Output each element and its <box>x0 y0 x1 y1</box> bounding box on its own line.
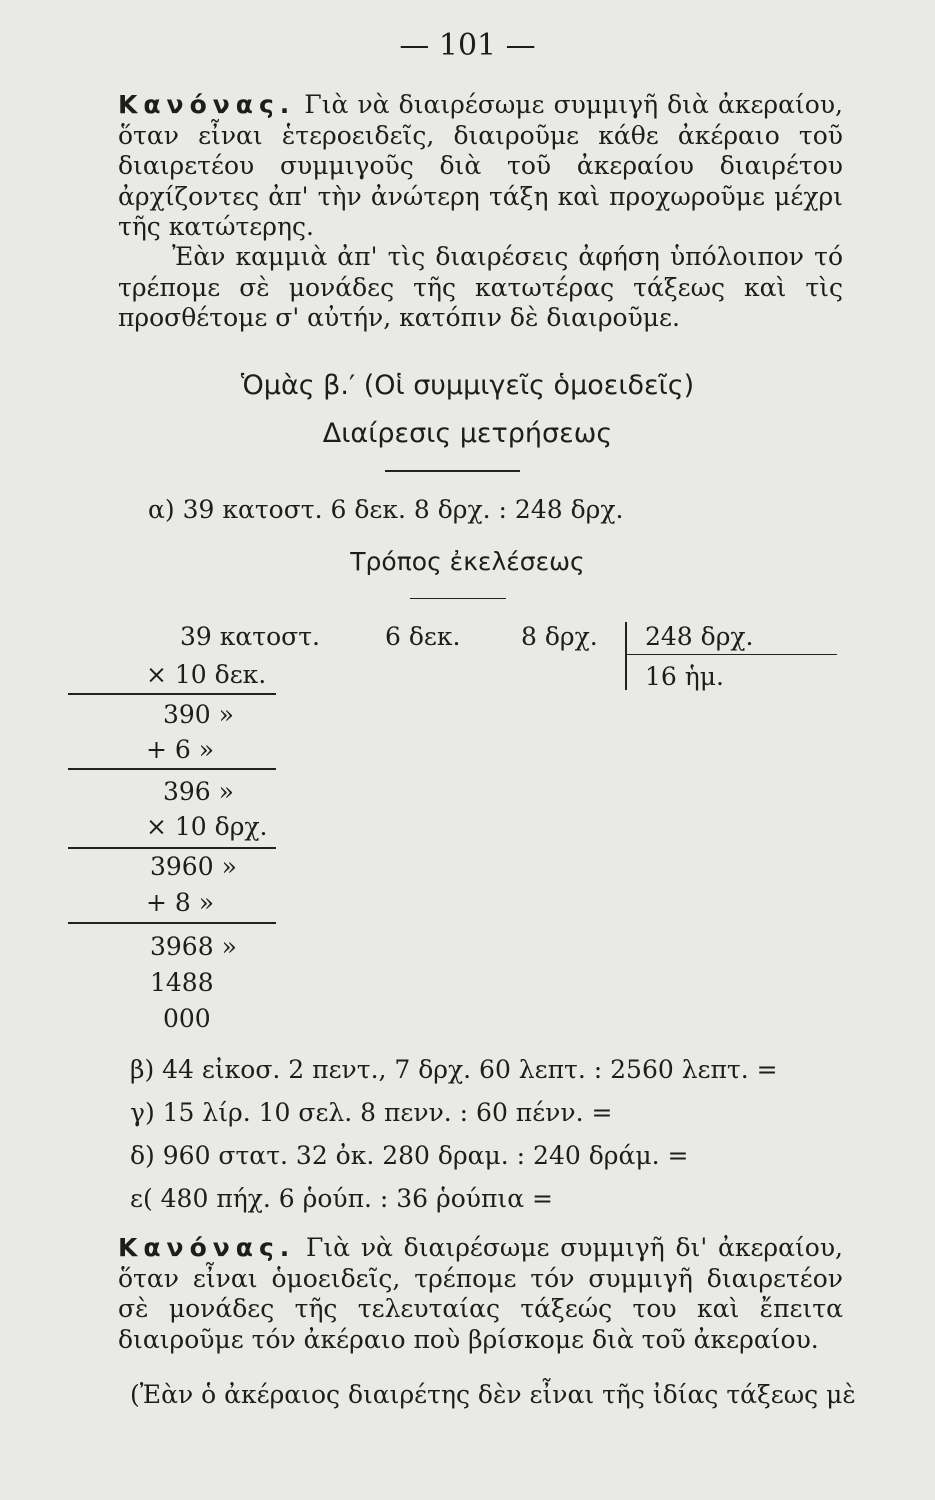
calc-row: 3960 » <box>150 852 237 881</box>
calc-row: 1488 <box>150 968 214 997</box>
dividend-part-2: 6 δεκ. <box>385 622 461 651</box>
rule-keyword: Κανόνας. <box>118 1233 296 1262</box>
rule-text: Γιὰ νὰ διαιρέσωμε συμμιγῆ δι' ἀκεραίου, ὅταν εἶναι ὁμοειδεῖς, τρέπομε τόν συμμιγῆ διαιρετέον σὲ μονάδες τῆς τελευταίας τάξεώς του καὶ ἔπειτα διαιροῦμε τόν ἀκέραιο ποὺ βρίσκομε διὰ τοῦ ἀκεραίου. <box>118 1233 843 1354</box>
calc-line <box>68 693 276 695</box>
exercise-a: α) 39 κατοστ. 6 δεκ. 8 δρχ. : 248 δρχ. <box>148 495 624 524</box>
exercise-e: ε( 480 πήχ. 6 ῥούπ. : 36 ῥούπια = <box>130 1184 553 1213</box>
calc-row: + 8 » <box>146 888 215 917</box>
rule-paragraph-1b: Ἐὰν καμμιὰ ἀπ' τὶς διαιρέσεις ἀφήση ὑπόλοιπον τό τρέπομε σὲ μονάδες τῆς κατωτέρας τάξεως καὶ τὶς προσθέτομε σ' αὐτήν, κατόπιν δὲ διαιροῦμε. <box>118 242 843 332</box>
rule-keyword: Κανόνας. <box>118 90 296 119</box>
calc-row: 3968 » <box>150 932 237 961</box>
rule-paragraph-1 <box>118 90 843 243</box>
quotient-line <box>627 654 837 655</box>
calc-row: 000 <box>163 1004 211 1033</box>
calc-row: × 10 δεκ. <box>146 660 267 689</box>
calc-line <box>68 847 276 849</box>
rule-paragraph-2b: (Ἐὰν ὁ ἀκέραιος διαιρέτης δὲν εἶναι τῆς ἰδίας τάξεως μὲ <box>130 1380 856 1409</box>
rule-text: Γιὰ νὰ διαιρέσωμε συμμιγῆ διὰ ἀκεραίου, ὅταν εἶναι ἑτεροειδεῖς, διαιροῦμε κάθε ἀκέραιο τοῦ διαιρετέου συμμιγοῦς διὰ τοῦ ἀκεραίου διαιρέτου ἀρχίζοντες ἀπ' τὴν ἀνώτερη τάξη καὶ προχωροῦμε μέχρι τῆς κατώτερης. <box>118 90 843 241</box>
rule-paragraph-2 <box>118 1233 843 1355</box>
quotient: 16 ἡμ. <box>645 662 724 691</box>
page-number: — 101 — <box>399 28 536 63</box>
dividend-part-3: 8 δρχ. <box>521 622 598 651</box>
calc-line <box>68 768 276 770</box>
division-bar <box>625 622 627 690</box>
exercise-d: δ) 960 στατ. 32 ὀκ. 280 δραμ. : 240 δράμ. = <box>130 1141 689 1170</box>
calc-row: × 10 δρχ. <box>146 812 268 841</box>
exercise-c: γ) 15 λίρ. 10 σελ. 8 πενν. : 60 πένν. = <box>130 1098 613 1127</box>
divider <box>410 598 506 599</box>
divider <box>385 470 520 472</box>
method-heading: Τρόπος ἐκελέσεως <box>350 547 585 576</box>
calc-row: 390 » <box>163 700 234 729</box>
calc-row: 396 » <box>163 777 234 806</box>
section-subheading: Διαίρεσις μετρήσεως <box>322 418 613 449</box>
calc-line <box>68 922 276 924</box>
exercise-b: β) 44 εἰκοσ. 2 πεντ., 7 δρχ. 60 λεπτ. : 2560 λεπτ. = <box>130 1055 778 1084</box>
section-heading: Ὁμὰς β.′ (Οἱ συμμιγεῖς ὁμοειδεῖς) <box>240 370 695 401</box>
divisor: 248 δρχ. <box>645 622 754 651</box>
dividend-part-1: 39 κατοστ. <box>180 622 320 651</box>
calc-row: + 6 » <box>146 735 215 764</box>
